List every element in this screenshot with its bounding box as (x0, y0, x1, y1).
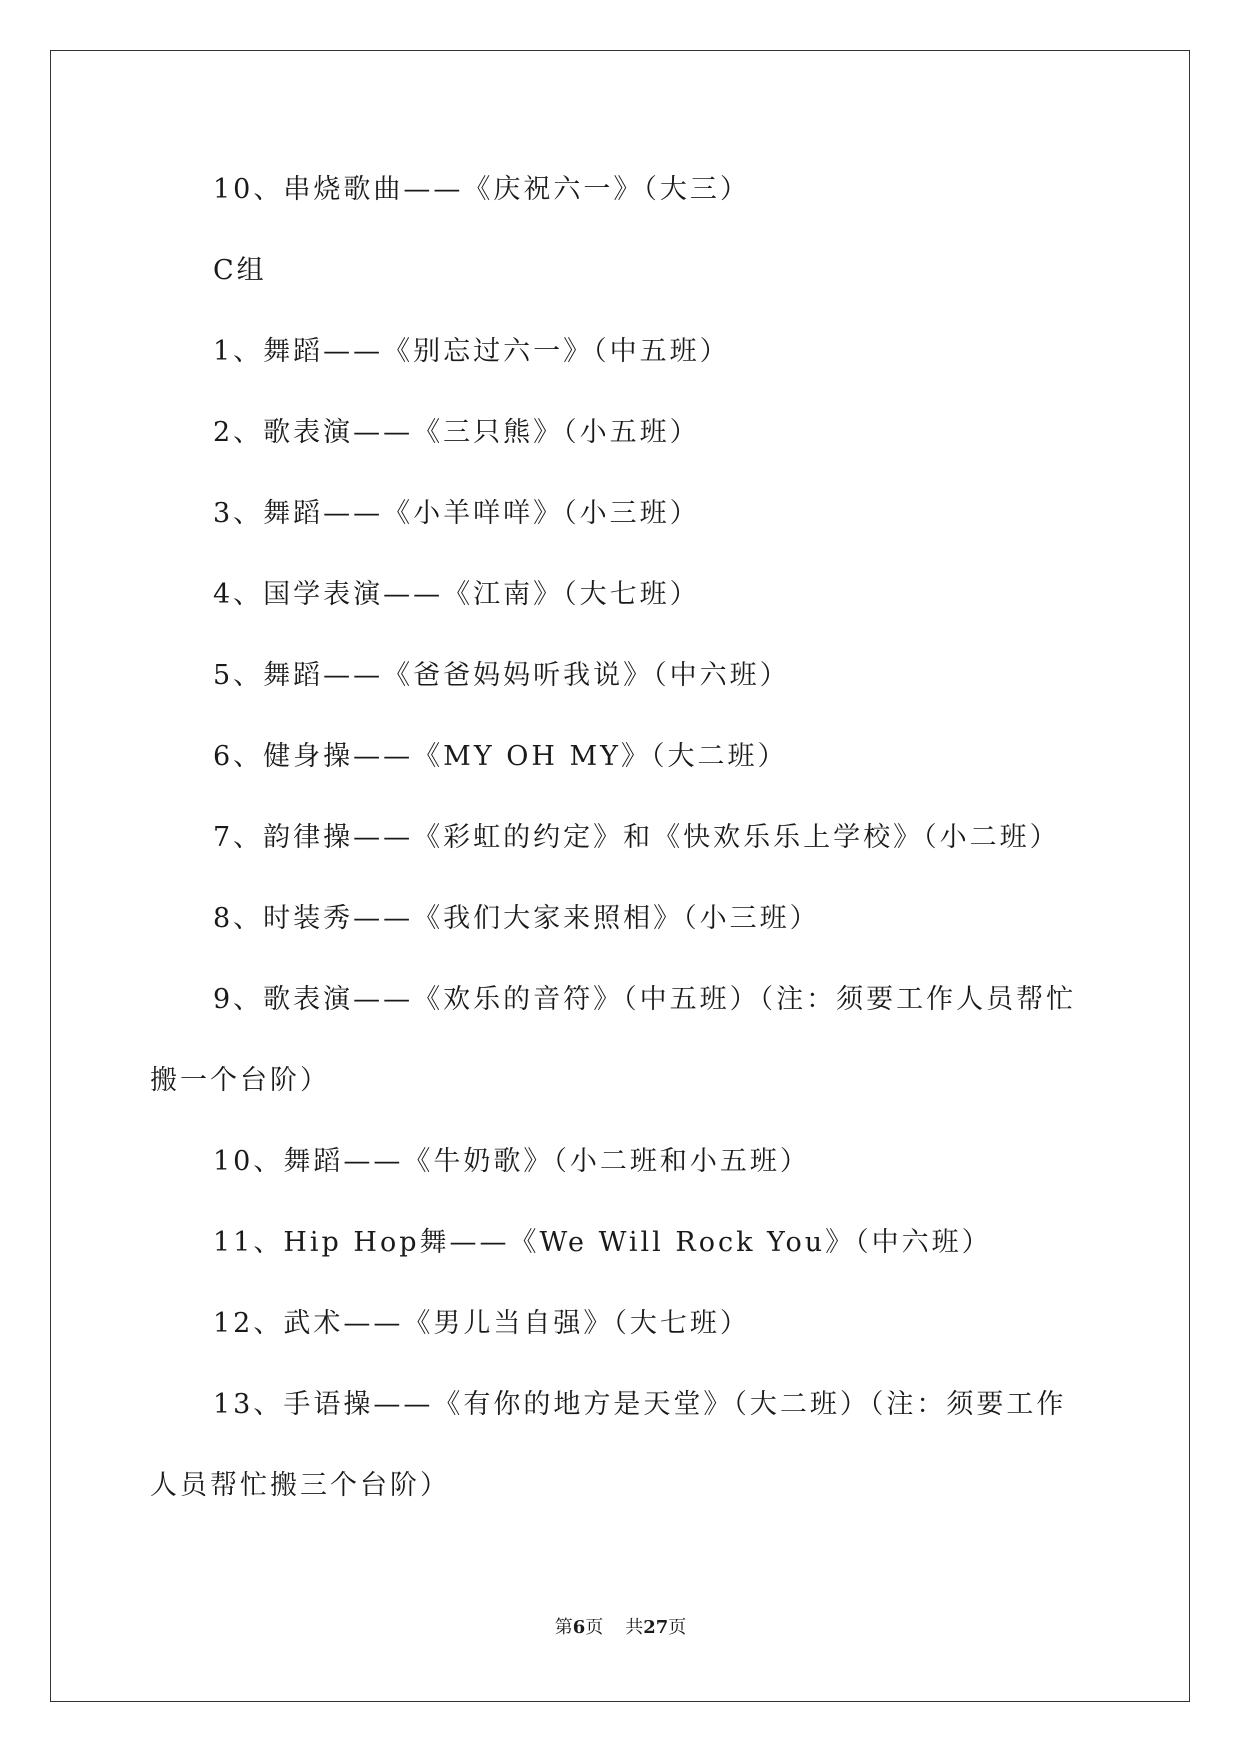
footer-page-number: 6 (572, 1617, 586, 1638)
footer-page-suffix: 页 (585, 1617, 604, 1638)
program-item-b-10: 10、串烧歌曲——《庆祝六一》（大三） (213, 174, 750, 205)
footer-prefix: 第 (554, 1617, 573, 1638)
program-item-c-7: 7、韵律操——《彩虹的约定》和《快欢乐乐上学校》（小二班） (213, 822, 1060, 853)
program-item-c-6: 6、健身操——《MY OH MY》（大二班） (213, 741, 788, 772)
program-item-c-12: 12、武术——《男儿当自强》（大七班） (213, 1308, 750, 1339)
program-item-c-9: 9、歌表演——《欢乐的音符》（中五班）（注：须要工作人员帮忙 (213, 984, 1077, 1015)
page-footer (0, 1616, 1241, 1640)
footer-total-suffix: 页 (668, 1617, 687, 1638)
program-item-c-9-continued: 搬一个台阶） (150, 1065, 330, 1096)
program-item-c-4: 4、国学表演——《江南》（大七班） (213, 579, 700, 610)
program-item-c-8: 8、时装秀——《我们大家来照相》（小三班） (213, 903, 820, 934)
program-item-c-13-continued: 人员帮忙搬三个台阶） (150, 1470, 450, 1501)
page-border (50, 50, 1190, 1702)
program-item-c-10: 10、舞蹈——《牛奶歌》（小二班和小五班） (213, 1146, 810, 1177)
footer-total-prefix: 共 (625, 1617, 644, 1638)
program-item-c-3: 3、舞蹈——《小羊咩咩》（小三班） (213, 498, 700, 529)
program-item-c-13: 13、手语操——《有你的地方是天堂》（大二班）（注：须要工作 (213, 1389, 1067, 1420)
group-heading-c: C组 (213, 255, 267, 286)
footer-total-pages: 27 (643, 1617, 669, 1638)
program-item-c-1: 1、舞蹈——《别忘过六一》（中五班） (213, 336, 730, 367)
program-item-c-2: 2、歌表演——《三只熊》（小五班） (213, 417, 700, 448)
program-item-c-5: 5、舞蹈——《爸爸妈妈听我说》（中六班） (213, 660, 790, 691)
program-item-c-11: 11、Hip Hop舞——《We Will Rock You》（中六班） (213, 1227, 992, 1258)
